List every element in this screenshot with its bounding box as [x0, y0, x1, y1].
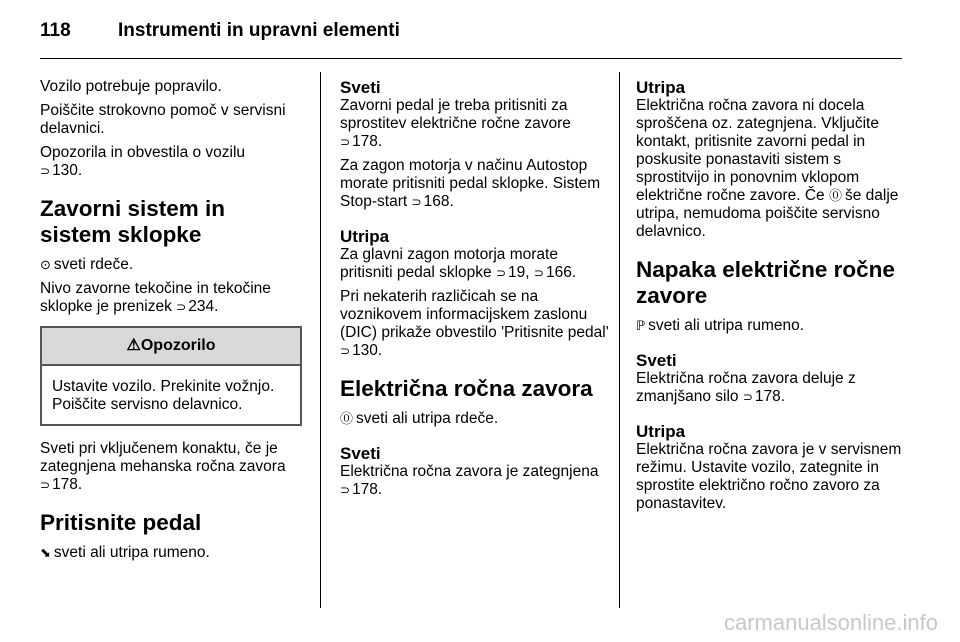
parking-brake-icon: ⓪ [340, 411, 354, 426]
parking-brake-icon: ⓪ [828, 188, 842, 203]
indicator-line [340, 410, 610, 428]
paragraph-text: Električna ročna zavora deluje z zmanjšano silo [636, 370, 856, 405]
paragraph-text: Za zagon motorja v načinu Autostop morate pritisniti pedal sklopke. Sistem Stop-start [340, 157, 601, 210]
column-divider-2 [619, 72, 620, 608]
column-divider-1 [320, 72, 321, 608]
section-heading-brake-system: Zavorni sistem in sistem sklopke [40, 196, 226, 247]
parking-brake-fault-icon: ℙ [636, 318, 646, 333]
paragraph-text: Zavorni pedal je treba pritisniti za sprostitev električne ročne zavore [340, 97, 571, 132]
page-ref[interactable]: 178. [52, 476, 83, 493]
page-ref[interactable]: 168. [423, 193, 454, 210]
paragraph-text: Sveti pri vključenem konaktu, če je zategnjena mehanska ročna zavora [40, 440, 286, 475]
warning-header [42, 328, 300, 366]
paragraph [340, 463, 610, 499]
paragraph [340, 97, 610, 151]
indicator-line [40, 544, 302, 562]
indicator-line [40, 256, 302, 274]
warning-text: Ustavite vozilo. Prekinite vožnjo. Poiščite servisno delavnico. [52, 378, 275, 413]
indicator-text: sveti ali utripa rumeno. [648, 317, 805, 334]
pedal-icon: ⬊ [40, 545, 51, 560]
paragraph [636, 370, 904, 406]
column-2 [340, 78, 610, 505]
subheading-utripa: Utripa [340, 227, 390, 246]
page-ref[interactable]: 178. [352, 481, 383, 498]
subheading-utripa: Utripa [636, 78, 686, 97]
paragraph [340, 288, 610, 360]
paragraph-text: Nivo zavorne tekočine in tekočine sklopke je prenizek [40, 280, 271, 315]
brake-warning-icon: ⊙ [40, 257, 51, 272]
reference-icon: ⊃ [176, 300, 187, 314]
subheading-utripa: Utripa [636, 422, 686, 441]
column-1 [40, 78, 302, 568]
paragraph [40, 280, 302, 316]
page-header [40, 18, 900, 58]
watermark: carmanualsonline.info [723, 610, 938, 635]
section-heading-press-pedal: Pritisnite pedal [40, 510, 202, 535]
indicator-text: sveti ali utripa rdeče. [356, 410, 499, 427]
column-3 [636, 78, 904, 519]
page-ref[interactable]: 166. [545, 264, 577, 281]
reference-icon: ⊃ [340, 135, 351, 149]
page-ref[interactable]: 234. [188, 298, 219, 315]
reference-icon: ⊃ [40, 164, 51, 178]
page-ref[interactable]: 178. [352, 133, 383, 150]
page-ref[interactable]: 178. [754, 388, 786, 405]
indicator-text: sveti ali utripa rumeno. [53, 544, 210, 561]
subheading-sveti: Sveti [636, 351, 677, 370]
page-ref[interactable]: 130. [352, 342, 383, 359]
paragraph [40, 440, 302, 494]
page-ref[interactable]: 130. [52, 162, 83, 179]
paragraph: Vozilo potrebuje popravilo. [40, 78, 222, 95]
subheading-sveti: Sveti [340, 444, 381, 463]
paragraph: Poiščite strokovno pomoč v servisni delavnici. [40, 102, 286, 137]
reference-icon: ⊃ [533, 266, 544, 280]
reference-icon: ⊃ [411, 195, 422, 209]
reference-icon: ⊃ [340, 344, 351, 358]
warning-title: Opozorilo [140, 337, 216, 354]
paragraph [40, 144, 302, 180]
page-ref[interactable]: 19, [508, 264, 530, 281]
warning-box [40, 326, 302, 426]
section-heading-parking-brake-fault: Napaka električne ročne zavore [636, 257, 895, 308]
reference-icon: ⊃ [742, 390, 753, 404]
reference-icon: ⊃ [495, 266, 507, 280]
paragraph-text: Za glavni zagon motorja morate pritisniti pedal sklopke [340, 246, 558, 281]
paragraph-text: še dalje utripa, nemudoma poiščite servisno delavnico. [636, 187, 899, 240]
page-title: Instrumenti in upravni elementi [118, 20, 400, 41]
paragraph [340, 246, 610, 282]
page-number: 118 [40, 20, 71, 41]
warning-triangle-icon: ⚠ [126, 337, 141, 354]
reference-icon: ⊃ [40, 478, 51, 492]
paragraph-text: Pri nekaterih različicah se na voznikovem informacijskem zaslonu (DIC) prikaže obvestilo 'Pritisnite pedal' [340, 288, 609, 341]
paragraph-text: Opozorila in obvestila o vozilu [40, 144, 246, 161]
reference-icon: ⊃ [340, 483, 351, 497]
indicator-line [636, 317, 904, 335]
paragraph: Električna ročna zavora je v servisnem režimu. Ustavite vozilo, zategnite in sprostite električno ročno zavoro za ponastavitev. [636, 441, 902, 512]
paragraph [340, 157, 610, 211]
paragraph [636, 97, 904, 241]
paragraph-text: Električna ročna zavora ni docela sproščena oz. zategnjena. Vključite kontakt, pritisnite zavorni pedal in poskusite ponastaviti sistem s sprostitvijo in ponovnim vklopom električne ročne zavore. Če [636, 97, 879, 204]
paragraph-text: Električna ročna zavora je zategnjena [340, 463, 599, 480]
header-divider [40, 58, 902, 59]
section-heading-electric-parking-brake: Električna ročna zavora [340, 376, 593, 401]
indicator-text: sveti rdeče. [53, 256, 134, 273]
subheading-sveti: Sveti [340, 78, 381, 97]
